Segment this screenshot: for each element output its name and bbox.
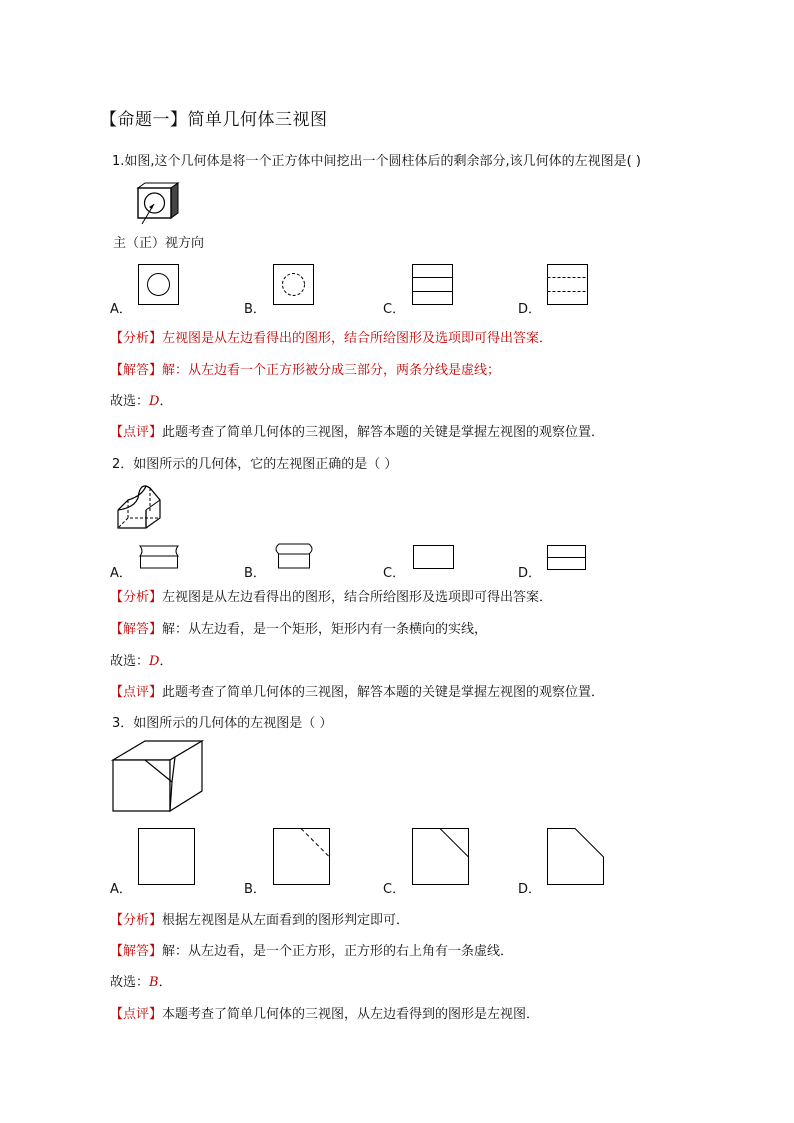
q2-option-b-label[interactable]: B． [244,566,266,581]
choice-prefix: 故选： [110,394,150,409]
q3-stem: 3．如图所示的几何体的左视图是（ ） [112,716,333,731]
q1-analysis [110,327,552,346]
q1-option-b-label[interactable]: B． [244,302,266,317]
choice-prefix: 故选： [110,654,150,669]
choice-suffix: ． [158,975,172,990]
analysis-text: 左视图是从左边看得出的图形，结合所给图形及选项即可得出答案． [162,590,553,605]
q1-option-c-figure[interactable] [412,264,453,305]
q3-option-c-label[interactable]: C． [383,882,406,897]
q2-option-d-label[interactable]: D． [518,566,542,581]
q3-option-a-label[interactable]: A． [110,882,132,897]
q3-option-d-figure[interactable] [547,828,605,886]
q2-option-c-label[interactable]: C． [383,566,406,581]
comment-tag: 【点评】 [110,685,163,700]
q1-answer [110,359,500,378]
comment-text: 此题考查了简单几何体的三视图，解答本题的关键是掌握左视图的观察位置． [162,425,605,440]
q3-option-b-figure[interactable] [273,828,331,886]
q1-option-d-label[interactable]: D． [518,302,542,317]
analysis-tag: 【分析】 [110,913,163,928]
comment-text: 本题考查了简单几何体的三视图，从左边看得到的图形是左视图． [162,1007,540,1022]
q3-option-d-label[interactable]: D． [518,882,542,897]
analysis-text: 根据左视图是从左面看到的图形判定即可． [162,913,410,928]
choice-suffix: ． [159,654,173,669]
analysis-text: 左视图是从左边看得出的图形，结合所给图形及选项即可得出答案． [162,331,553,346]
choice-prefix: 故选： [110,975,150,990]
q3-analysis [110,909,409,928]
q1-option-b-figure[interactable] [273,264,314,305]
choice-letter: B [149,975,159,990]
answer-text: 解：从左边看，是一个矩形，矩形内有一条横向的实线， [162,622,488,637]
q3-option-b-label[interactable]: B． [244,882,266,897]
q2-option-d-figure[interactable] [547,545,587,571]
choice-letter: D [149,654,160,669]
q2-option-a-label[interactable]: A． [110,566,132,581]
q3-answer [110,940,513,959]
answer-text: 解：从左边看，是一个正方形，正方形的右上角有一条虚线． [162,944,514,959]
q2-answer [110,618,487,637]
q2-option-c-figure[interactable] [413,545,455,570]
q3-option-c-figure[interactable] [412,828,470,886]
analysis-tag: 【分析】 [110,590,163,605]
q1-comment [110,421,604,440]
comment-tag: 【点评】 [110,425,163,440]
choice-letter: D [149,394,160,409]
q2-analysis [110,586,552,605]
comment-tag: 【点评】 [110,1007,163,1022]
q3-comment [110,1003,539,1022]
q2-option-b-figure[interactable] [271,542,317,570]
q1-option-a-figure[interactable] [138,264,179,305]
q3-option-a-figure[interactable] [138,828,196,886]
answer-tag: 【解答】 [110,622,163,637]
q1-solid-figure [130,180,190,230]
section-heading: 【命题一】简单几何体三视图 [100,110,328,130]
q2-comment [110,681,604,700]
q3-choice [110,971,172,990]
answer-text: 解：从左边看一个正方形被分成三部分，两条分线是虚线； [162,363,501,378]
q1-option-d-figure[interactable] [547,264,588,305]
q1-view-direction-label: 主（正）视方向 [113,236,205,251]
q1-option-a-label[interactable]: A． [110,302,132,317]
q2-solid-figure [108,478,168,533]
q1-option-c-label[interactable]: C． [383,302,406,317]
q2-stem: 2．如图所示的几何体，它的左视图正确的是（ ） [112,457,398,472]
analysis-tag: 【分析】 [110,331,163,346]
choice-suffix: ． [159,394,173,409]
answer-tag: 【解答】 [110,363,163,378]
q1-stem: 1.如图,这个几何体是将一个正方体中间挖出一个圆柱体后的剩余部分,该几何体的左视图是( ) [112,154,641,169]
q3-solid-figure [110,738,205,814]
q1-choice [110,390,172,409]
comment-text: 此题考查了简单几何体的三视图，解答本题的关键是掌握左视图的观察位置． [162,685,605,700]
answer-tag: 【解答】 [110,944,163,959]
q2-option-a-figure[interactable] [136,544,181,570]
q2-choice [110,650,172,669]
